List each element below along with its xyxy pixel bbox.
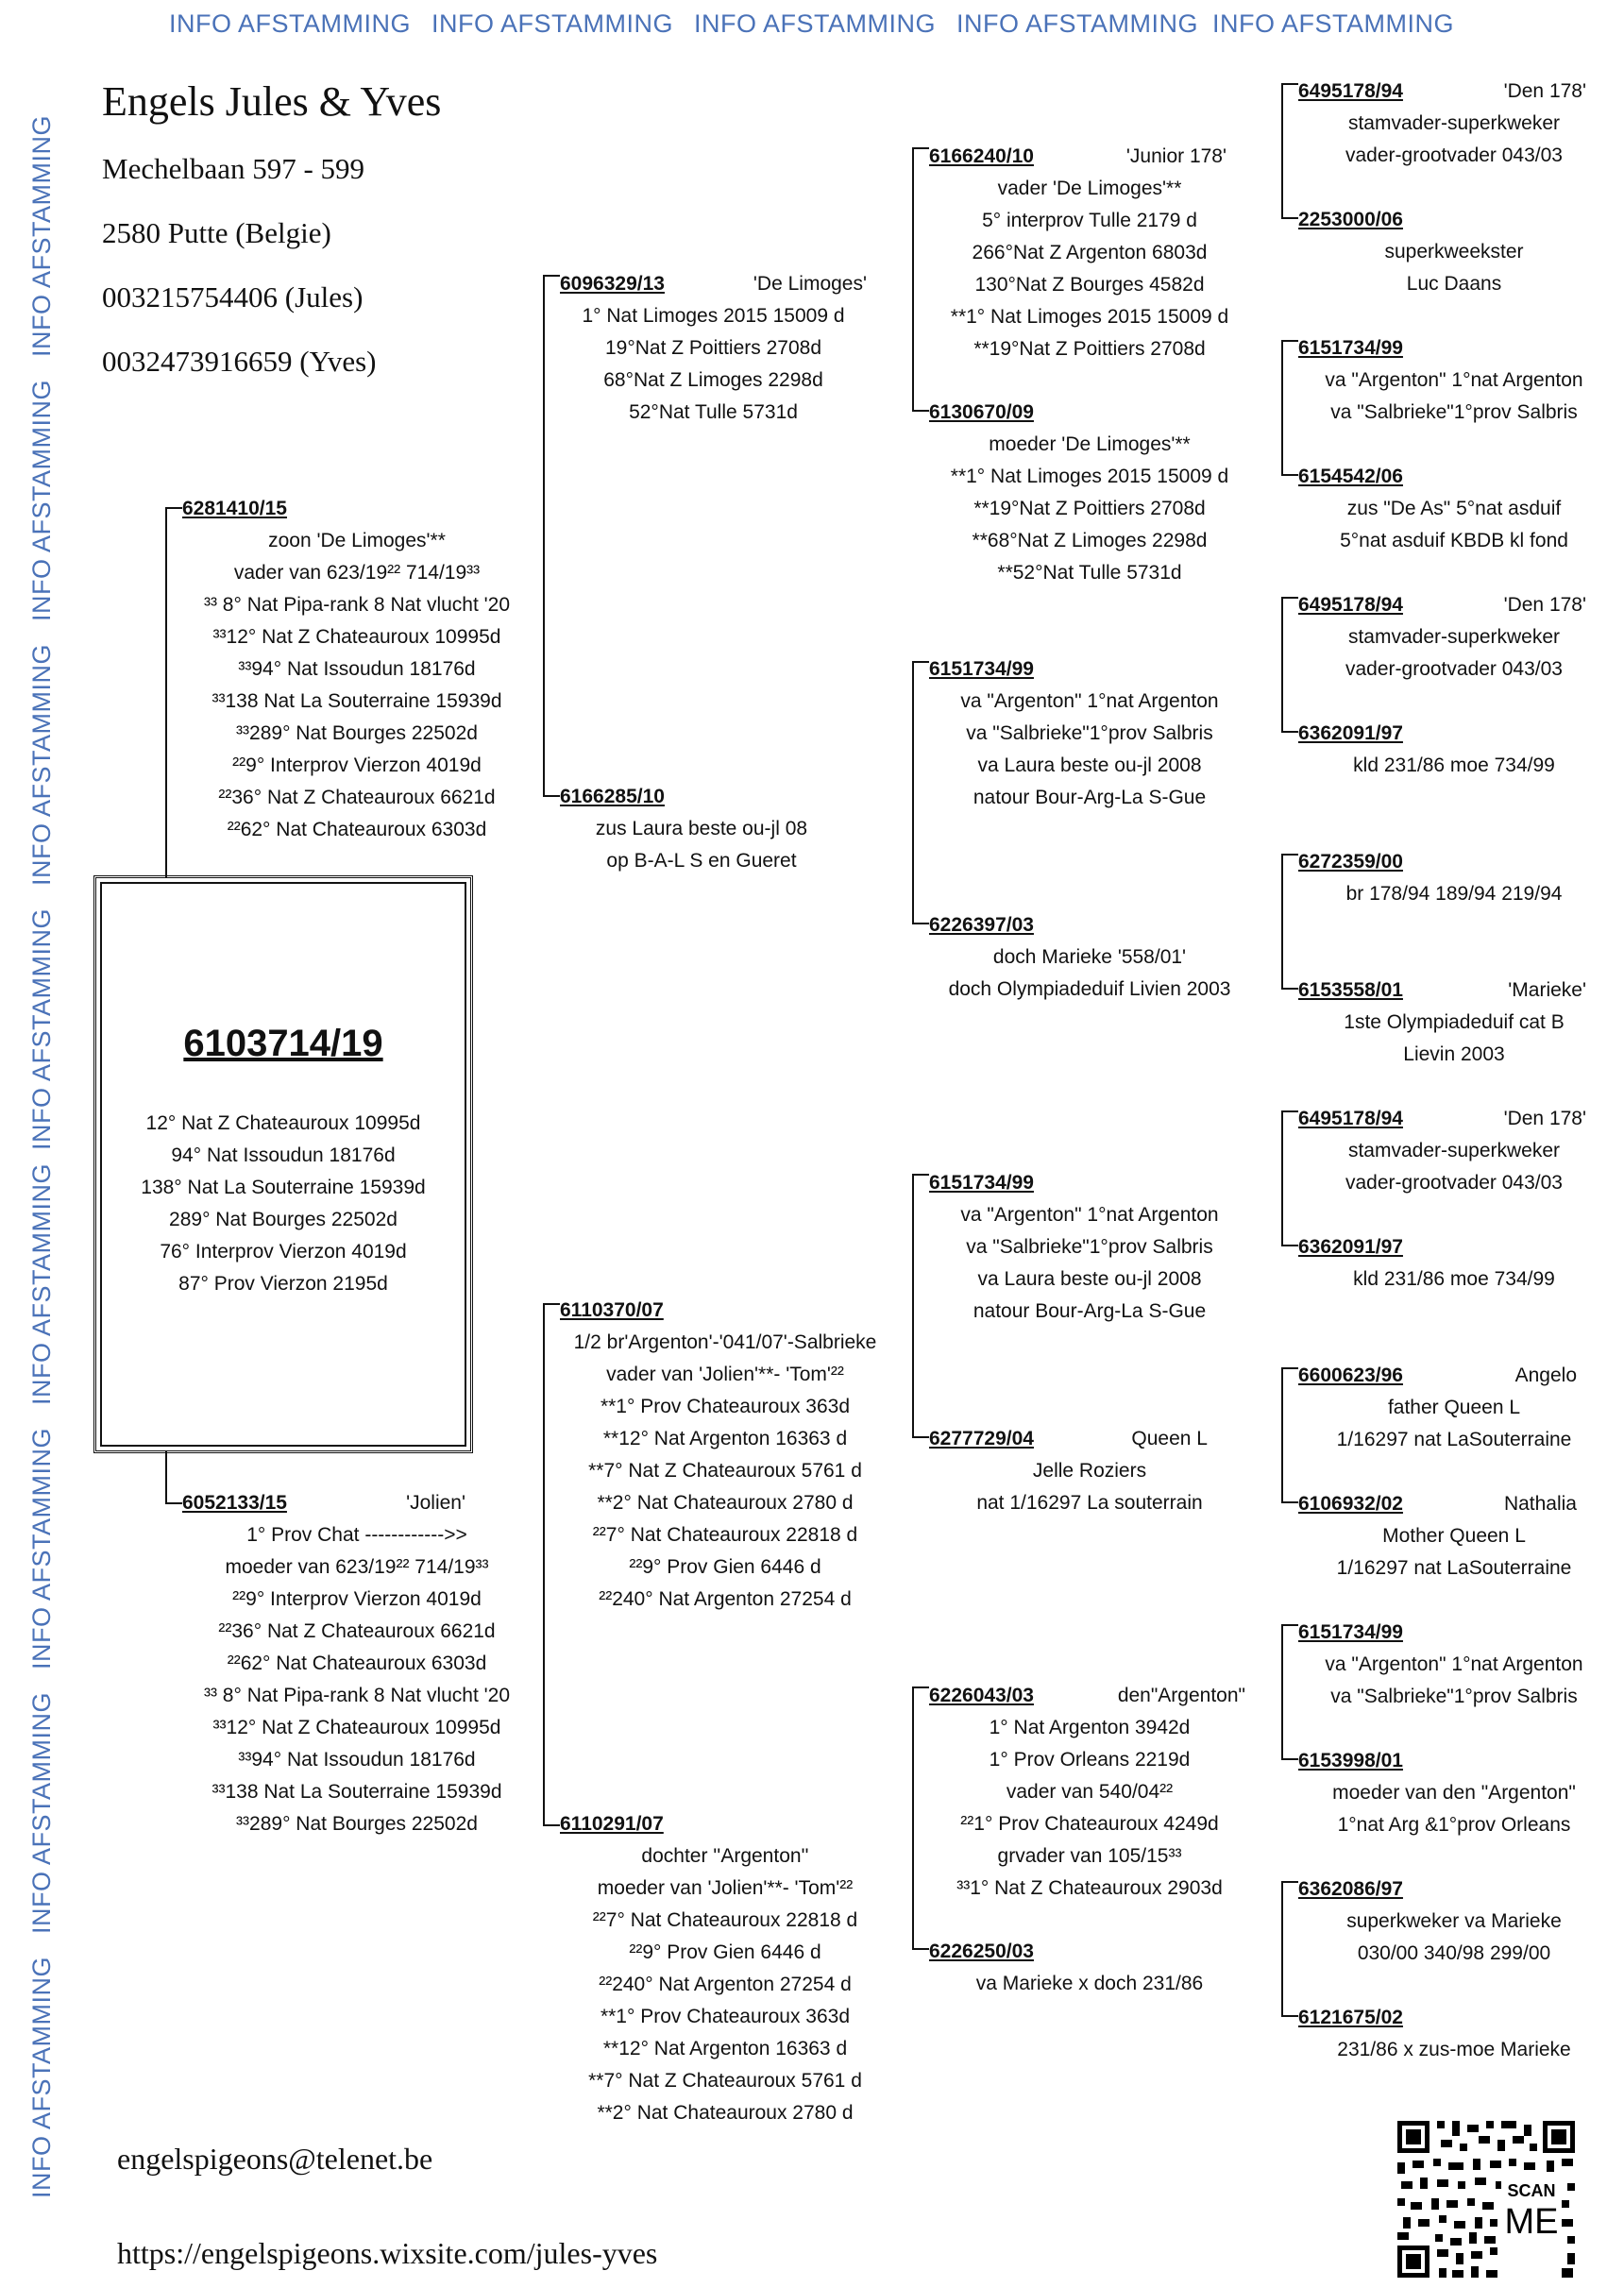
gen4-nick: 'Den 178' [1503, 594, 1586, 616]
gen2-ring: 6166285/10 [560, 786, 665, 807]
gen2-line: ²²240° Nat Argenton 27254 d [599, 1974, 852, 1995]
gen4-line: 1/16297 nat LaSouterraine [1336, 1557, 1572, 1579]
gen4-ring: 2253000/06 [1298, 209, 1403, 230]
gen3-ring: 6130670/09 [929, 401, 1034, 423]
gen2-line: 68°Nat Z Limoges 2298d [603, 369, 823, 391]
gen2-line: **2° Nat Chateauroux 2780 d [597, 2102, 854, 2124]
gen4-line: va "Argenton" 1°nat Argenton [1325, 369, 1583, 391]
dam-line: ³³289° Nat Bourges 22502d [236, 1813, 478, 1835]
gen4-ring: 6362086/97 [1298, 1878, 1403, 1900]
gen3-nick: den"Argenton" [1117, 1685, 1245, 1706]
gen3-ring: 6226397/03 [929, 914, 1034, 936]
dam-line: moeder van 623/19²² 714/19³³ [225, 1556, 489, 1578]
gen3-ring: 6226250/03 [929, 1941, 1034, 1962]
gen3-node [929, 1936, 1250, 2000]
banner-side-7: INFO AFSTAMMING [27, 1692, 56, 1934]
subject-result: 94° Nat Issoudun 18176d [171, 1144, 396, 1166]
gen4-ring: 6153558/01 [1298, 979, 1403, 1001]
gen4-node [1298, 76, 1610, 172]
bracket-g4-8-bottom [1281, 2015, 1298, 2017]
gen4-node [1298, 1873, 1610, 1970]
gen4-nick: 'Marieke' [1508, 979, 1586, 1001]
gen2-line: moeder van 'Jolien'**- 'Tom'²² [597, 1877, 854, 1899]
banner-side-3: INFO AFSTAMMING [27, 644, 56, 886]
gen2-line: **1° Prov Chateauroux 363d [600, 1396, 851, 1417]
gen4-line: br 178/94 189/94 219/94 [1345, 883, 1563, 905]
gen4-ring: 6495178/94 [1298, 80, 1403, 102]
subject-result: 138° Nat La Souterraine 15939d [141, 1177, 426, 1198]
sire-line: ³³94° Nat Issoudun 18176d [238, 658, 476, 680]
gen2-line: ²²9° Prov Gien 6446 d [629, 1941, 821, 1963]
banner-side-8: INFO AFSTAMMING [27, 1957, 56, 2198]
gen3-node [929, 653, 1250, 814]
bracket-dam-parents-top [543, 1303, 560, 1305]
gen3-nick: Queen L [1131, 1428, 1208, 1449]
gen3-line: **1° Nat Limoges 2015 15009 d [950, 306, 1229, 328]
gen4-node [1298, 2002, 1610, 2066]
gen4-node [1298, 846, 1610, 910]
gen3-node [929, 1423, 1250, 1519]
bracket-g4-4 [1281, 854, 1283, 990]
bracket-g4-6 [1281, 1367, 1283, 1503]
gen3-line: natour Bour-Arg-La S-Gue [973, 787, 1207, 808]
gen4-node [1298, 1488, 1610, 1585]
connector-sire [165, 507, 167, 877]
bracket-g4-3-top [1281, 597, 1298, 599]
bracket-g3-2-bottom [912, 923, 929, 924]
gen4-node [1298, 1617, 1610, 1713]
gen3-line: 130°Nat Z Bourges 4582d [974, 274, 1205, 296]
gen4-line: father Queen L [1387, 1397, 1521, 1418]
gen3-line: natour Bour-Arg-La S-Gue [973, 1300, 1207, 1322]
gen3-line: 1° Prov Orleans 2219d [989, 1749, 1191, 1771]
gen4-node [1298, 332, 1610, 429]
dam-line: ³³ 8° Nat Pipa-rank 8 Nat vlucht '20 [203, 1685, 511, 1706]
subject-result: 76° Interprov Vierzon 4019d [160, 1241, 407, 1263]
connector-dam [165, 1451, 167, 1504]
banner-side-5: INFO AFSTAMMING [27, 1163, 56, 1405]
gen3-ring: 6151734/99 [929, 1172, 1034, 1194]
gen4-line: superkweekster [1384, 241, 1524, 263]
gen4-line: vader-grootvader 043/03 [1345, 1172, 1563, 1194]
gen3-line: **52°Nat Tulle 5731d [997, 562, 1182, 584]
gen4-line: vader-grootvader 043/03 [1345, 658, 1563, 680]
gen2-line: op B-A-L S en Gueret [606, 850, 797, 872]
gen3-line: nat 1/16297 La souterrain [976, 1492, 1203, 1514]
gen4-ring: 6121675/02 [1298, 2007, 1403, 2028]
subject-ring: 6103714/19 [183, 1023, 383, 1064]
sire-line: ³³289° Nat Bourges 22502d [236, 722, 478, 744]
gen4-ring: 6154542/06 [1298, 466, 1403, 487]
gen4-line: 1/16297 nat LaSouterraine [1336, 1429, 1572, 1450]
gen2-line: 52°Nat Tulle 5731d [629, 401, 798, 423]
gen3-nick: 'Junior 178' [1125, 145, 1226, 167]
sire-node [182, 493, 532, 846]
gen3-line: vader 'De Limoges'** [997, 178, 1182, 199]
gen4-node [1298, 975, 1610, 1071]
gen4-node [1298, 718, 1610, 782]
connector-sire-tick [165, 507, 182, 509]
gen3-line: **1° Nat Limoges 2015 15009 d [950, 466, 1229, 487]
gen4-node [1298, 1103, 1610, 1199]
gen3-line: doch Olympiadeduif Livien 2003 [948, 978, 1231, 1000]
bracket-g4-6-bottom [1281, 1501, 1298, 1503]
gen4-line: stamvader-superkweker [1347, 1140, 1561, 1161]
gen2-line: dochter ''Argenton'' [641, 1845, 809, 1867]
gen4-nick: Angelo [1514, 1364, 1577, 1386]
bracket-g4-1-bottom [1281, 217, 1298, 219]
gen4-line: 030/00 340/98 299/00 [1357, 1942, 1551, 1964]
gen4-ring: 6151734/99 [1298, 337, 1403, 359]
gen4-line: Luc Daans [1406, 273, 1502, 295]
gen2-nick: 'De Limoges' [753, 273, 867, 295]
gen2-line: ²²7° Nat Chateauroux 22818 d [592, 1909, 858, 1931]
gen4-node [1298, 1360, 1610, 1456]
owner-phone-jules: 003215754406 (Jules) [102, 280, 364, 314]
gen3-line: 1° Nat Argenton 3942d [989, 1717, 1191, 1738]
website-link[interactable]: https://engelspigeons.wixsite.com/jules-yves [117, 2236, 658, 2270]
gen3-ring: 6166240/10 [929, 145, 1034, 167]
subject-result: 289° Nat Bourges 22502d [169, 1209, 398, 1230]
email-link[interactable]: engelspigeons@telenet.be [117, 2142, 433, 2176]
gen4-ring: 6362091/97 [1298, 1236, 1403, 1258]
gen3-node [929, 1680, 1250, 1905]
gen2-line: 19°Nat Z Poittiers 2708d [604, 337, 822, 359]
gen4-line: Lievin 2003 [1403, 1043, 1505, 1065]
gen4-node [1298, 204, 1610, 300]
subject-results [96, 1108, 470, 1300]
sire-line: ²²9° Interprov Vierzon 4019d [232, 754, 482, 776]
gen3-line: 5° interprov Tulle 2179 d [982, 210, 1197, 231]
qr-scan-label: SCAN [1507, 2181, 1556, 2200]
gen4-ring: 6600623/96 [1298, 1364, 1403, 1386]
gen2-line: **7° Nat Z Chateauroux 5761 d [588, 1460, 862, 1482]
bracket-dam-parents-bottom [543, 1824, 560, 1826]
banner-side-4: INFO AFSTAMMING [27, 908, 56, 1150]
bracket-g3-4-top [912, 1686, 929, 1688]
gen2-node [560, 781, 890, 877]
dam-nick: 'Jolien' [406, 1492, 465, 1514]
gen3-line: **68°Nat Z Limoges 2298d [972, 530, 1208, 551]
bracket-g3-4-bottom [912, 1948, 929, 1950]
gen3-line: **19°Nat Z Poittiers 2708d [973, 498, 1206, 519]
gen3-line: **19°Nat Z Poittiers 2708d [973, 338, 1206, 360]
gen4-line: 1°nat Arg &1°prov Orleans [1337, 1814, 1571, 1836]
banner-top-5: INFO AFSTAMMING [1212, 9, 1454, 38]
gen4-line: va "Argenton" 1°nat Argenton [1325, 1653, 1583, 1675]
gen4-line: moeder van den "Argenton" [1332, 1782, 1576, 1804]
gen4-ring: 6495178/94 [1298, 594, 1403, 616]
gen3-ring: 6226043/03 [929, 1685, 1034, 1706]
gen3-line: vader van 540/04²² [1006, 1781, 1174, 1803]
gen2-line: **2° Nat Chateauroux 2780 d [597, 1492, 854, 1514]
dam-ring: 6052133/15 [182, 1492, 287, 1514]
bracket-g4-1 [1281, 83, 1283, 219]
bracket-g3-2-top [912, 661, 929, 663]
dam-line: ²²9° Interprov Vierzon 4019d [232, 1588, 482, 1610]
gen3-line: ²²1° Prov Chateauroux 4249d [960, 1813, 1219, 1835]
bracket-g3-4 [912, 1686, 914, 1950]
gen3-line: va Laura beste ou-jl 2008 [977, 1268, 1202, 1290]
gen4-line: va "Salbrieke"1°prov Salbris [1330, 1686, 1578, 1707]
gen3-ring: 6277729/04 [929, 1428, 1034, 1449]
gen4-node [1298, 461, 1610, 557]
gen4-line: Mother Queen L [1382, 1525, 1526, 1547]
owner-city: 2580 Putte (Belgie) [102, 216, 331, 249]
bracket-sire-parents-bottom [543, 795, 560, 797]
subject-result: 12° Nat Z Chateauroux 10995d [145, 1112, 421, 1134]
bracket-sire-parents [543, 275, 545, 797]
gen4-nick: Nathalia [1503, 1493, 1577, 1515]
bracket-sire-parents-top [543, 275, 560, 277]
gen4-line: kld 231/86 moe 734/99 [1353, 1268, 1555, 1290]
bracket-g4-5-bottom [1281, 1245, 1298, 1246]
banner-top-1: INFO AFSTAMMING [169, 9, 411, 38]
gen4-line: va "Salbrieke"1°prov Salbris [1330, 401, 1578, 423]
subject-box [93, 875, 473, 1453]
bracket-g4-8-top [1281, 1881, 1298, 1883]
dam-line: ³³94° Nat Issoudun 18176d [238, 1749, 476, 1771]
gen3-node [929, 909, 1250, 1006]
gen2-line: **7° Nat Z Chateauroux 5761 d [588, 2070, 862, 2092]
gen4-line: 1ste Olympiadeduif cat B [1344, 1011, 1565, 1033]
gen4-line: kld 231/86 moe 734/99 [1353, 754, 1555, 776]
bracket-g4-7-top [1281, 1624, 1298, 1626]
bracket-g4-6-top [1281, 1367, 1298, 1369]
dam-node [182, 1487, 532, 1840]
gen4-ring: 6106932/02 [1298, 1493, 1403, 1515]
gen3-line: ³³1° Nat Z Chateauroux 2903d [956, 1877, 1223, 1899]
gen3-node [929, 1167, 1250, 1328]
sire-line: zoon 'De Limoges'** [268, 530, 446, 551]
gen4-ring: 6362091/97 [1298, 722, 1403, 744]
gen4-ring: 6151734/99 [1298, 1621, 1403, 1643]
bracket-g4-4-top [1281, 854, 1298, 856]
bracket-g4-4-bottom [1281, 988, 1298, 990]
bracket-dam-parents [543, 1303, 545, 1826]
bracket-g3-3 [912, 1174, 914, 1438]
bracket-g4-5 [1281, 1110, 1283, 1246]
gen3-ring: 6151734/99 [929, 658, 1034, 680]
gen4-line: superkweker va Marieke [1346, 1910, 1562, 1932]
gen3-line: moeder 'De Limoges'** [989, 433, 1191, 455]
gen2-line: vader van 'Jolien'**- 'Tom'²² [606, 1364, 844, 1385]
gen2-line: **1° Prov Chateauroux 363d [600, 2006, 851, 2027]
dam-line: ³³12° Nat Z Chateauroux 10995d [212, 1717, 501, 1738]
dam-line: ²²36° Nat Z Chateauroux 6621d [218, 1620, 496, 1642]
gen3-line: va "Argenton" 1°nat Argenton [960, 1204, 1219, 1226]
gen4-nick: 'Den 178' [1503, 80, 1586, 102]
gen4-node [1298, 1745, 1610, 1841]
bracket-g4-1-top [1281, 83, 1298, 85]
gen4-node [1298, 1231, 1610, 1296]
gen3-line: grvader van 105/15³³ [997, 1845, 1182, 1867]
banner-top-3: INFO AFSTAMMING [694, 9, 936, 38]
gen3-line: va "Salbrieke"1°prov Salbris [966, 722, 1213, 744]
bracket-g4-7 [1281, 1624, 1283, 1760]
gen4-line: stamvader-superkweker [1347, 112, 1561, 134]
gen2-line: ²²7° Nat Chateauroux 22818 d [592, 1524, 858, 1546]
bracket-g4-8 [1281, 1881, 1283, 2017]
banner-side-2: INFO AFSTAMMING [27, 380, 56, 621]
gen3-line: va Marieke x doch 231/86 [975, 1973, 1204, 1994]
gen2-line: 1/2 br'Argenton'-'041/07'-Salbrieke [573, 1331, 877, 1353]
gen4-ring: 6495178/94 [1298, 1108, 1403, 1129]
subject-result: 87° Prov Vierzon 2195d [178, 1273, 388, 1295]
qr-code[interactable] [1392, 2115, 1581, 2283]
bracket-g4-5-top [1281, 1110, 1298, 1112]
dam-line: 1° Prov Chat ------------>> [246, 1524, 467, 1546]
owner-street: Mechelbaan 597 - 599 [102, 152, 365, 185]
banner-side-6: INFO AFSTAMMING [27, 1428, 56, 1669]
sire-ring: 6281410/15 [182, 498, 287, 519]
bracket-g3-1 [912, 147, 914, 412]
gen4-line: vader-grootvader 043/03 [1345, 144, 1563, 166]
bracket-g4-7-bottom [1281, 1758, 1298, 1760]
owner-phone-yves: 0032473916659 (Yves) [102, 345, 377, 378]
gen3-node [929, 141, 1250, 365]
gen2-line: 1° Nat Limoges 2015 15009 d [582, 305, 845, 327]
gen4-line: zus "De As" 5°nat asduif [1346, 498, 1562, 519]
banner-side-1: INFO AFSTAMMING [27, 115, 56, 357]
gen2-node [560, 268, 867, 429]
gen2-line: ²²240° Nat Argenton 27254 d [599, 1588, 852, 1610]
gen4-nick: 'Den 178' [1503, 1108, 1586, 1129]
gen4-ring: 6272359/00 [1298, 851, 1403, 873]
qr-me-label: ME [1504, 2202, 1559, 2242]
bracket-g4-3-bottom [1281, 731, 1298, 733]
gen3-node [929, 397, 1250, 589]
gen2-ring: 6110370/07 [560, 1299, 664, 1321]
gen4-line: 5°nat asduif KBDB kl fond [1340, 530, 1568, 551]
gen4-line: 231/86 x zus-moe Marieke [1337, 2039, 1571, 2060]
sire-line: ²²62° Nat Chateauroux 6303d [227, 819, 487, 840]
gen4-node [1298, 589, 1610, 686]
sire-line: vader van 623/19²² 714/19³³ [233, 562, 481, 584]
gen2-node [560, 1808, 890, 2129]
bracket-g4-3 [1281, 597, 1283, 733]
gen3-line: Jelle Roziers [1032, 1460, 1147, 1482]
gen4-line: stamvader-superkweker [1347, 626, 1561, 648]
bracket-g3-3-bottom [912, 1436, 929, 1438]
bracket-g3-3-top [912, 1174, 929, 1176]
bracket-g4-2 [1281, 340, 1283, 476]
gen2-line: **12° Nat Argenton 16363 d [602, 1428, 848, 1449]
gen2-line: zus Laura beste ou-jl 08 [595, 818, 808, 839]
gen2-ring: 6110291/07 [560, 1813, 664, 1835]
gen2-ring: 6096329/13 [560, 273, 665, 295]
gen3-line: va "Argenton" 1°nat Argenton [960, 690, 1219, 712]
gen3-line: va "Salbrieke"1°prov Salbris [966, 1236, 1213, 1258]
gen3-line: va Laura beste ou-jl 2008 [977, 754, 1202, 776]
gen3-line: doch Marieke '558/01' [992, 946, 1187, 968]
gen4-ring: 6153998/01 [1298, 1750, 1403, 1771]
sire-line: ³³ 8° Nat Pipa-rank 8 Nat vlucht '20 [203, 594, 511, 616]
bracket-g3-2 [912, 661, 914, 924]
gen2-node [560, 1295, 890, 1616]
bracket-g3-1-top [912, 147, 929, 149]
gen2-line: **12° Nat Argenton 16363 d [602, 2038, 848, 2059]
gen3-line: 266°Nat Z Argenton 6803d [972, 242, 1208, 263]
owner-name: Engels Jules & Yves [102, 78, 442, 125]
gen2-line: ²²9° Prov Gien 6446 d [629, 1556, 821, 1578]
banner-top-4: INFO AFSTAMMING [956, 9, 1198, 38]
sire-line: ³³138 Nat La Souterraine 15939d [211, 690, 502, 712]
dam-line: ³³138 Nat La Souterraine 15939d [211, 1781, 502, 1803]
banner-top-2: INFO AFSTAMMING [431, 9, 673, 38]
connector-dam-tick [165, 1502, 182, 1504]
sire-line: ²²36° Nat Z Chateauroux 6621d [218, 787, 496, 808]
bracket-g4-2-top [1281, 340, 1298, 342]
bracket-g3-1-bottom [912, 410, 929, 412]
bracket-g4-2-bottom [1281, 474, 1298, 476]
dam-line: ²²62° Nat Chateauroux 6303d [227, 1652, 487, 1674]
sire-line: ³³12° Nat Z Chateauroux 10995d [212, 626, 501, 648]
